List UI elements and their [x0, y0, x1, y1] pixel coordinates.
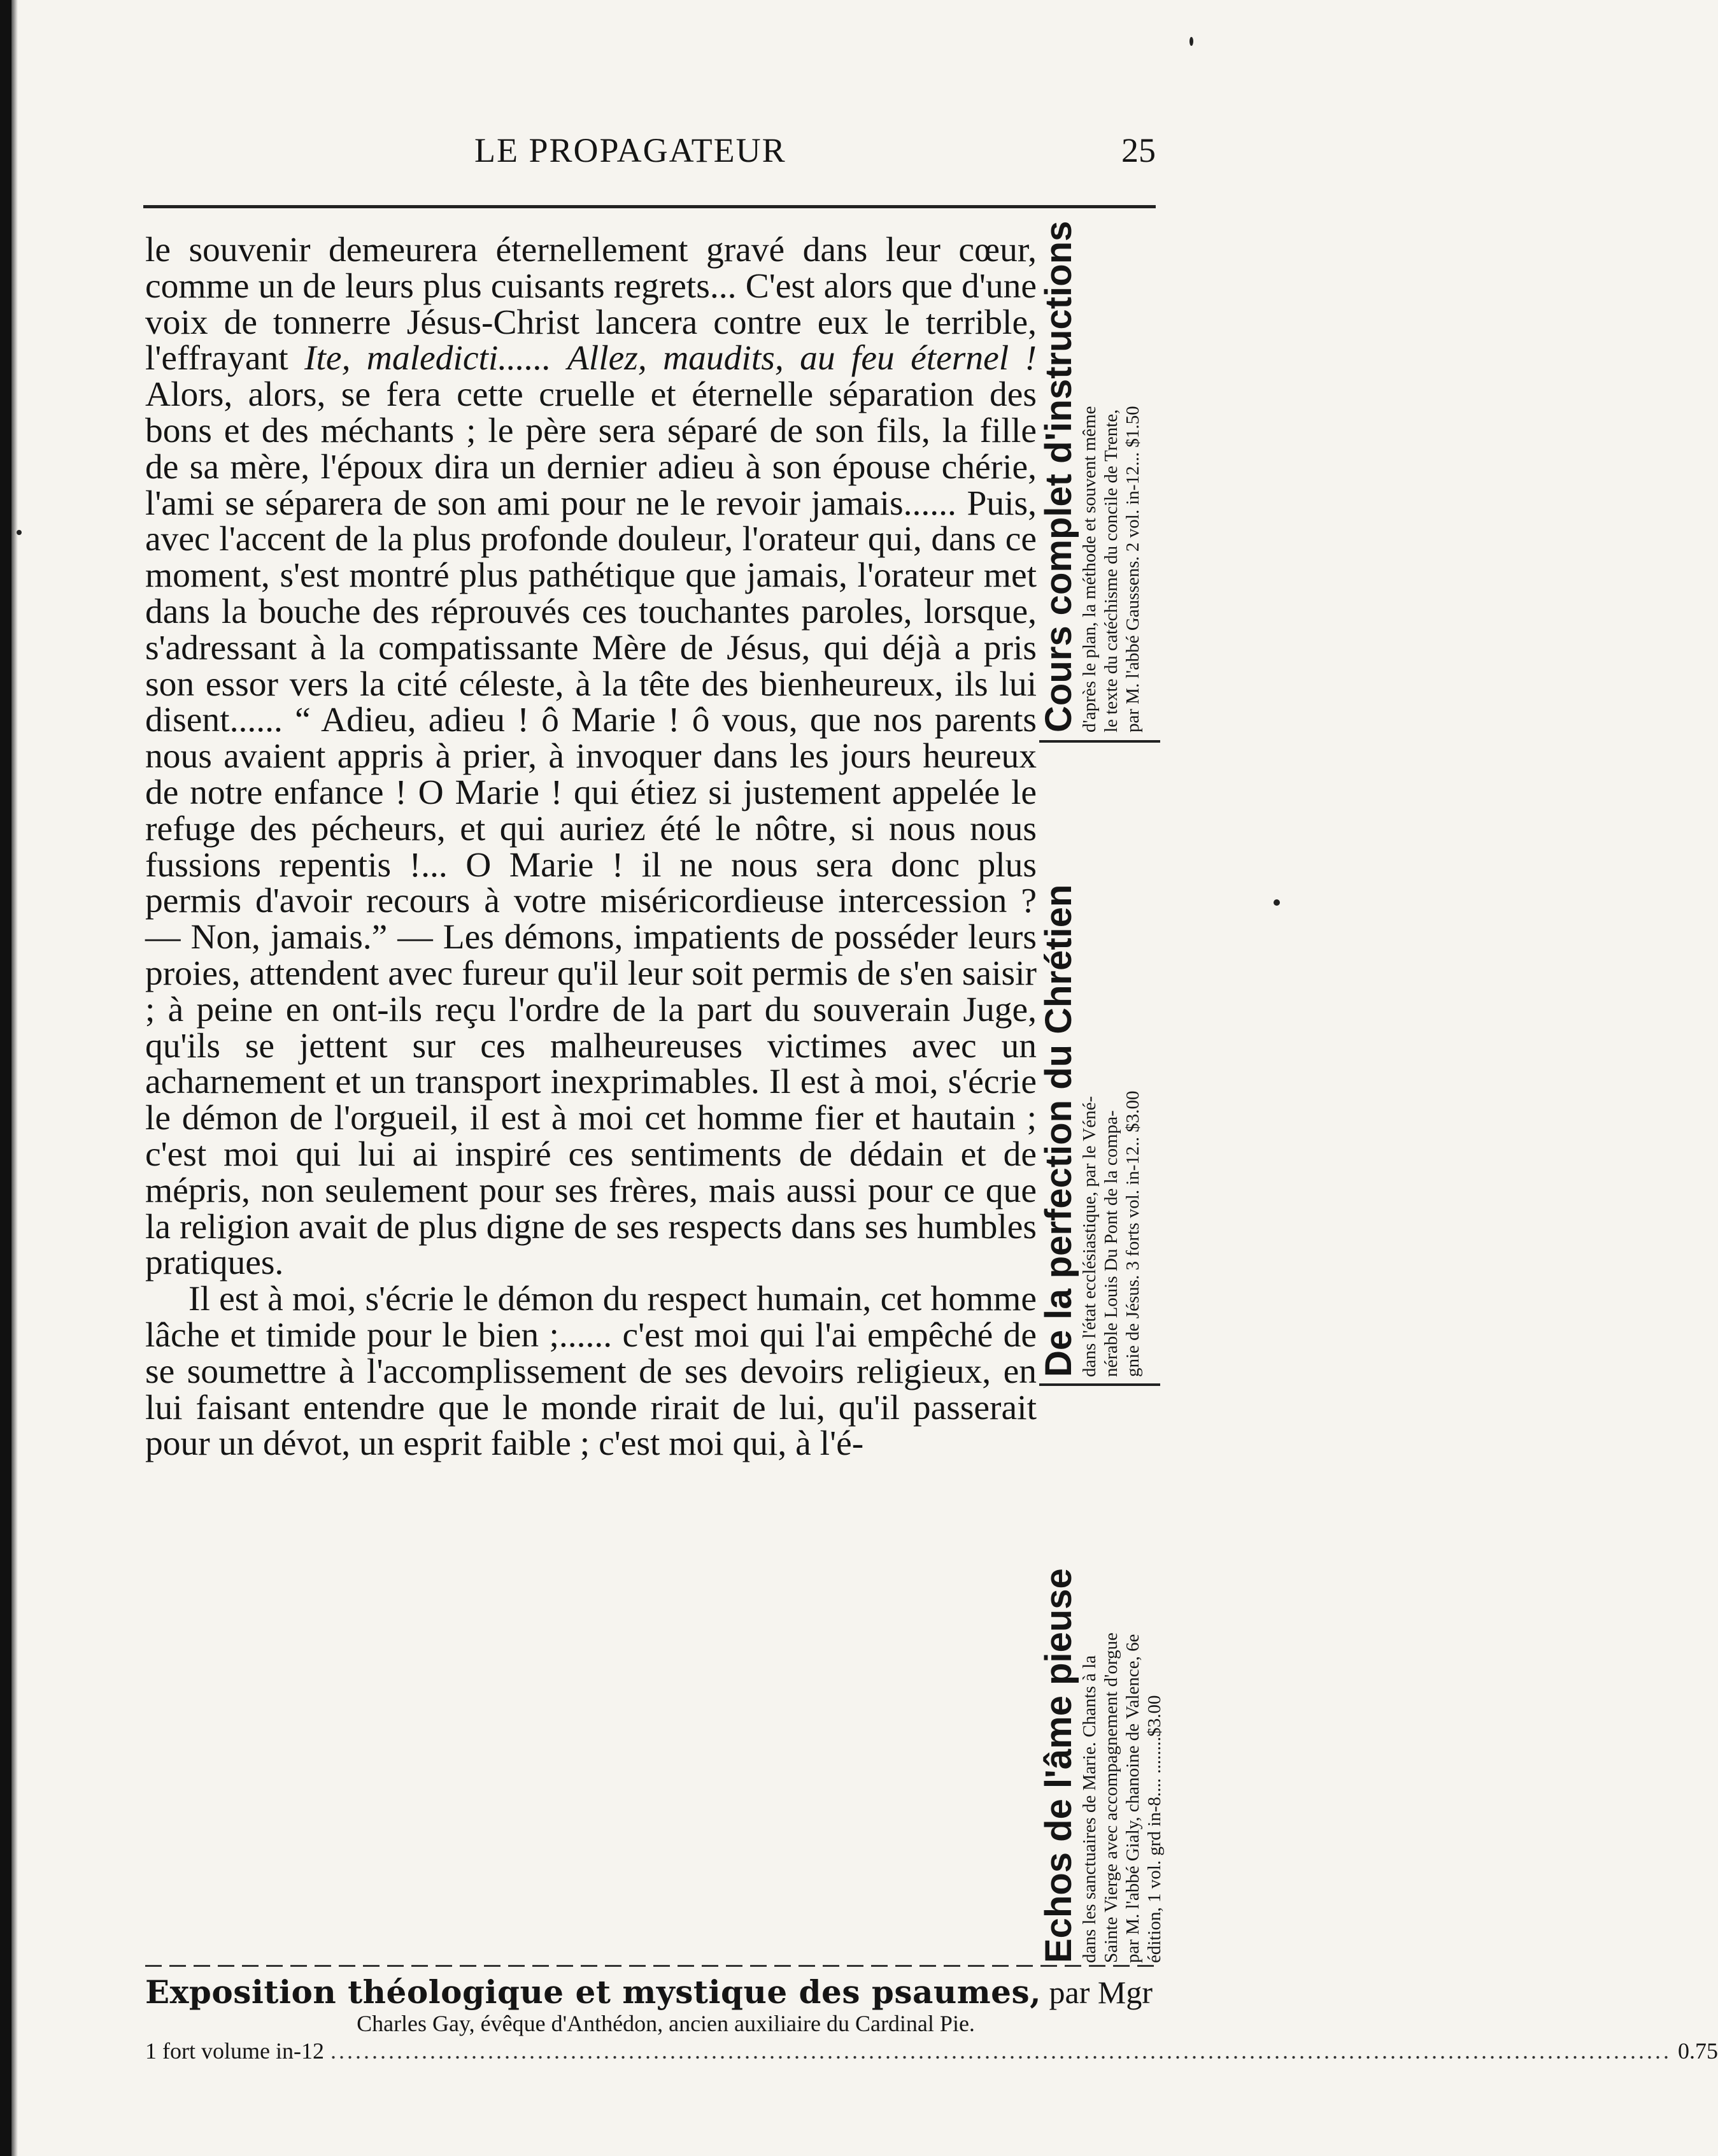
side-ad-cours-complet	[1038, 220, 1160, 732]
ink-speck	[17, 530, 22, 535]
side-ad-line: nérable Louis Du Pont de la compa-	[1101, 1110, 1121, 1377]
bottom-ad-title: Exposition théologique et mystique des psaumes,	[145, 1973, 1042, 2011]
italic-latin-quote: Ite, maledicti......	[304, 339, 551, 378]
bottom-ad-leader-dots: ..................................................................................................................................................................	[330, 2038, 1672, 2064]
bottom-ad-price-line	[145, 2037, 1718, 2065]
side-ad-line: édition, 1 vol. grd in-8.... ........$3.00	[1144, 1695, 1165, 1963]
side-ad-line: Sainte Vierge avec accompagnement d'orgue	[1101, 1632, 1121, 1963]
ink-speck	[1274, 899, 1280, 906]
side-ad-line: dans les sanctuaires de Marie. Chants à la	[1079, 1655, 1100, 1963]
running-title: LE PROPAGATEUR	[474, 131, 786, 169]
header-rule	[143, 205, 1156, 208]
side-ad-title: Cours complet d'instructions	[1038, 220, 1079, 732]
ink-speck	[1189, 37, 1193, 46]
page-number: 25	[1121, 131, 1156, 169]
bottom-ad-author: Charles Gay, évêque d'Anthédon, ancien auxiliaire du Cardinal Pie.	[357, 2011, 975, 2036]
side-ad-title: Echos de l'âme pieuse	[1038, 1568, 1079, 1963]
side-ad-line: d'après le plan, la méthode et souvent même	[1079, 406, 1100, 732]
running-head	[143, 131, 1156, 175]
side-ad-line: gnie de Jésus. 3 forts vol. in-12.. $3.00	[1123, 1090, 1143, 1377]
bottom-ad-price: 0.75	[1677, 2038, 1718, 2064]
bottom-ad-volume: 1 fort volume in-12	[145, 2038, 324, 2064]
bottom-advertisement	[145, 1973, 1718, 2065]
bottom-dashed-rule	[145, 1965, 1158, 1967]
italic-french-translation: Allez, maudits, au feu éternel !	[567, 339, 1037, 378]
side-ad-line: dans l'état ecclésiastique, par le Véné-	[1079, 1096, 1100, 1377]
side-ad-divider	[1039, 1383, 1160, 1386]
main-text	[145, 232, 1037, 1462]
side-ad-line: le texte du catéchisme du concile de Trente,	[1101, 409, 1121, 732]
side-ad-line: par M. l'abbé Gialy, chanoine de Valence, 6e	[1123, 1634, 1143, 1963]
binding-edge	[0, 0, 11, 2156]
side-ad-divider	[1039, 740, 1160, 743]
bottom-ad-title-line	[145, 1974, 1161, 2010]
side-advertisements	[1038, 220, 1165, 1963]
paragraph	[145, 232, 1037, 1281]
side-ad-title: De la perfection du Chrétien	[1038, 884, 1079, 1377]
bottom-ad-author-prefix: par Mgr	[1049, 1974, 1153, 2010]
side-ad-echos-ame-pieuse	[1038, 1390, 1165, 1963]
paragraph-text: le souvenir demeurera éternellement gravé dans leur cœur, comme un de leurs plus cuisants regrets... C'est alors que d'une voix de tonnerre Jésus-Christ lancera contre eux le terrible, l'effrayant	[145, 231, 1037, 378]
paragraph-text: Alors, alors, se fera cette cruelle et éternelle séparation des bons et des méchants ; le père sera séparé de son fils, la fille de sa mère, l'époux dira un dernier adieu à son épouse chérie, l'ami se séparera de son ami pour ne le revoir jamais...... Puis, avec l'accent de la plus profonde douleur, l'orateur qui, dans ce moment, s'est montré plus pathétique que jamais, l'orateur met dans la bouche des réprouvés ces touchantes paroles, lorsque, s'adressant à la compatissante Mère de Jésus, qui déjà a pris son essor vers la cité céleste, à la tête des bienheureux, ils lui disent...... “ Adieu, adieu ! ô Marie ! ô vous, que nos parents nous avaient appris à prier, à invoquer dans les jours heureux de notre enfance ! O Marie ! qui étiez si justement appelée le refuge des pécheurs, et qui auriez été le nôtre, si nous nous fussions repentis !... O Marie ! il ne nous sera donc plus permis d'avoir recours à votre miséricordieuse intercession ? — Non, jamais.” — Les démons, impatients de posséder leurs proies, attendent avec fureur qu'il leur soit permis de s'en saisir ; à peine en ont-ils reçu l'ordre de la part du souverain Juge, qu'ils se jettent sur ces malheureuses victimes avec un acharnement et un transport inexprimables. Il est à moi, s'écrie le démon de l'orgueil, il est à moi cet homme fier et hautain ; c'est moi qui lui ai inspiré ces sentiments de dédain et de mépris, non seulement pour ses frères, mais aussi pour ce que la religion avait de plus digne de ses respects dans ses humbles pratiques.	[145, 375, 1037, 1283]
paragraph: Il est à moi, s'écrie le démon du respect humain, cet homme lâche et timide pour le bien ;...... c'est moi qui l'ai empêché de se soumettre à l'accomplissement de ses devoirs religieux, en lui faisant entendre que le monde rirait de lui, qu'il passerait pour un dévot, un esprit faible ; c'est moi qui, à l'é-	[145, 1280, 1037, 1464]
side-ad-perfection-chretien	[1039, 746, 1160, 1377]
side-ad-line: par M. l'abbé Gaussens. 2 vol. in-12... $1.50	[1123, 406, 1143, 732]
